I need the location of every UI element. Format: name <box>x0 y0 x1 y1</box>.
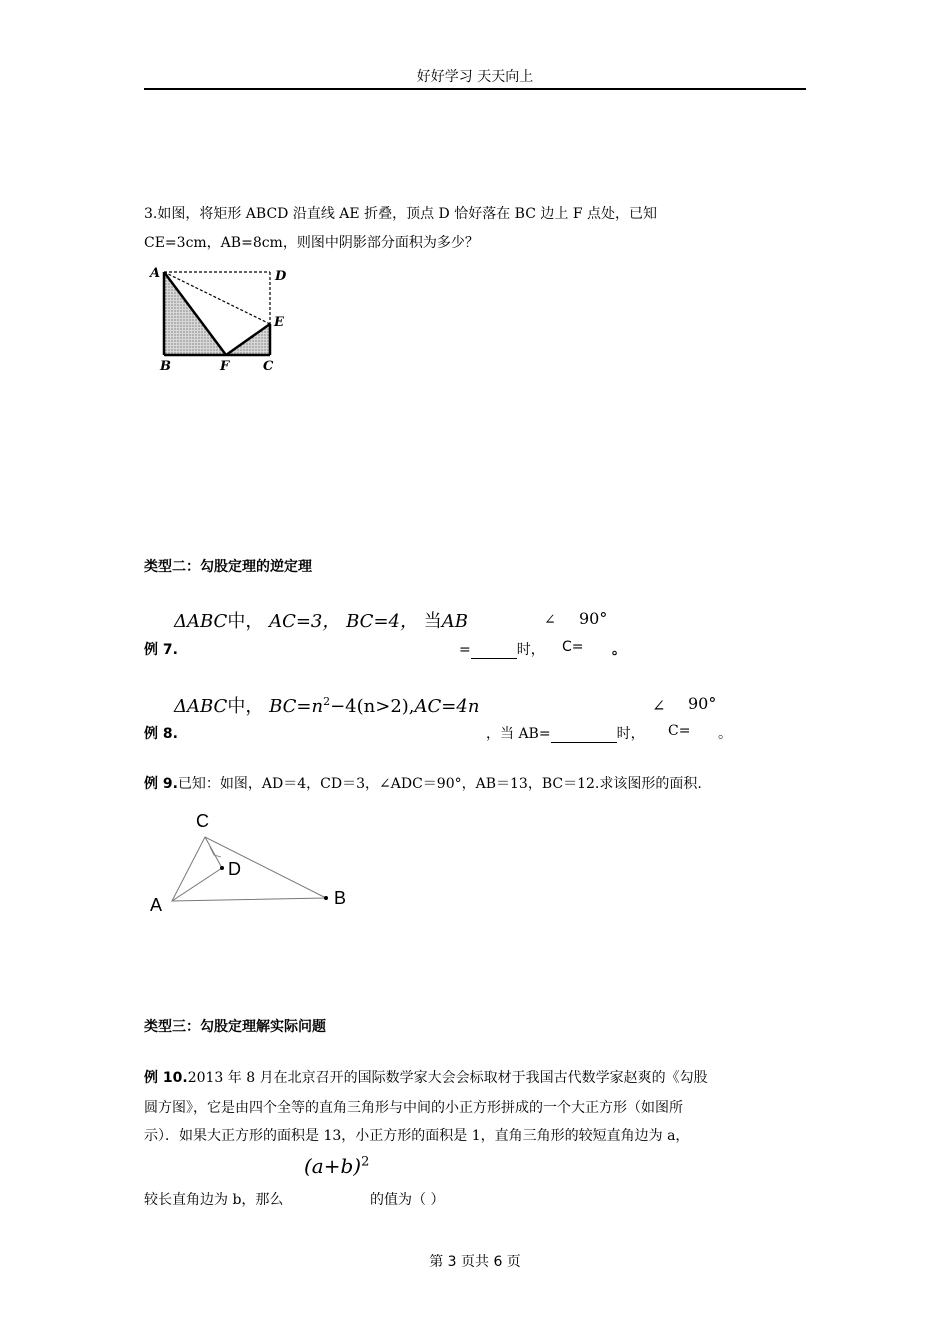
q3-line2: CE=3cm，AB=8cm，则图中阴影部分面积为多少？ <box>144 235 479 251</box>
ex7-c-equals: C= <box>562 639 584 655</box>
label-f: F <box>220 359 230 374</box>
ex10-line4-a: 较长直角边为 b，那么 <box>144 1192 284 1208</box>
ex8-end: 。 <box>718 726 732 742</box>
ex9-figure <box>144 805 364 920</box>
label-e: E <box>274 315 284 330</box>
ex10-line1: 例 10.2013 年 8 月在北京召开的国际数学家大会会标取材于我国古代数学家赵爽的《勾股 <box>144 1070 708 1086</box>
ex9-label-b: B <box>334 888 347 908</box>
label-b: B <box>160 359 171 374</box>
ex7-blank-line: = 时， <box>459 642 545 658</box>
ex10-line3: 示）．如果大正方形的面积是 13，小正方形的面积是 1，直角三角形的较短直角边为 a， <box>144 1128 690 1144</box>
ex8-angle-value: 90° <box>688 694 717 713</box>
ex8-label: 例 8. <box>144 726 178 742</box>
ex7-angle-value: 90° <box>579 609 608 628</box>
type3-heading: 类型三：勾股定理解实际问题 <box>144 1019 326 1035</box>
ex10-line2: 圆方图》，它是由四个全等的直角三角形与中间的小正方形拼成的一个大正方形（如图所 <box>144 1100 683 1116</box>
label-c: C <box>263 359 274 374</box>
q3-rectangle-figure <box>144 262 304 380</box>
ex10-line4-b: 的值为（ ） <box>370 1192 445 1208</box>
ex9-text: 例 9.已知：如图，AD＝4，CD＝3，∠ADC＝90°，AB＝13，BC＝12.求该图形的面积. <box>144 776 702 792</box>
type2-heading: 类型二：勾股定理的逆定理 <box>144 559 312 575</box>
ex7-angle-symbol: ∠ <box>544 612 556 628</box>
ex8-angle-symbol: ∠ <box>652 696 666 715</box>
q3-line1: 3.如图，将矩形 ABCD 沿直线 AE 折叠，顶点 D 恰好落在 BC 边上 F 点处，已知 <box>144 206 657 222</box>
ex9-label-c: C <box>196 811 209 831</box>
ex10-formula: $(a+b)^2$ <box>304 1154 370 1178</box>
label-d: D <box>275 269 287 284</box>
ex9-label-a: A <box>150 895 163 915</box>
page-footer: 第 3 页共 6 页 <box>429 1254 521 1270</box>
ex8-blank-line: ，当 AB= 时， <box>486 726 645 742</box>
header-rule <box>144 88 806 90</box>
ex7-label: 例 7. <box>144 642 178 658</box>
label-a: A <box>150 266 161 281</box>
ex7-formula: ΔABC中， AC=3， BC=4， 当AB <box>174 611 468 632</box>
ex7-end: 。 <box>612 642 626 658</box>
page-header-title: 好好学习 天天向上 <box>416 69 534 85</box>
ex8-c-equals: C= <box>668 723 691 739</box>
ex8-formula: ΔABC中， $BC=n^2-4(n>2),AC=4n$ <box>174 695 480 717</box>
ex9-label-d: D <box>228 859 241 879</box>
